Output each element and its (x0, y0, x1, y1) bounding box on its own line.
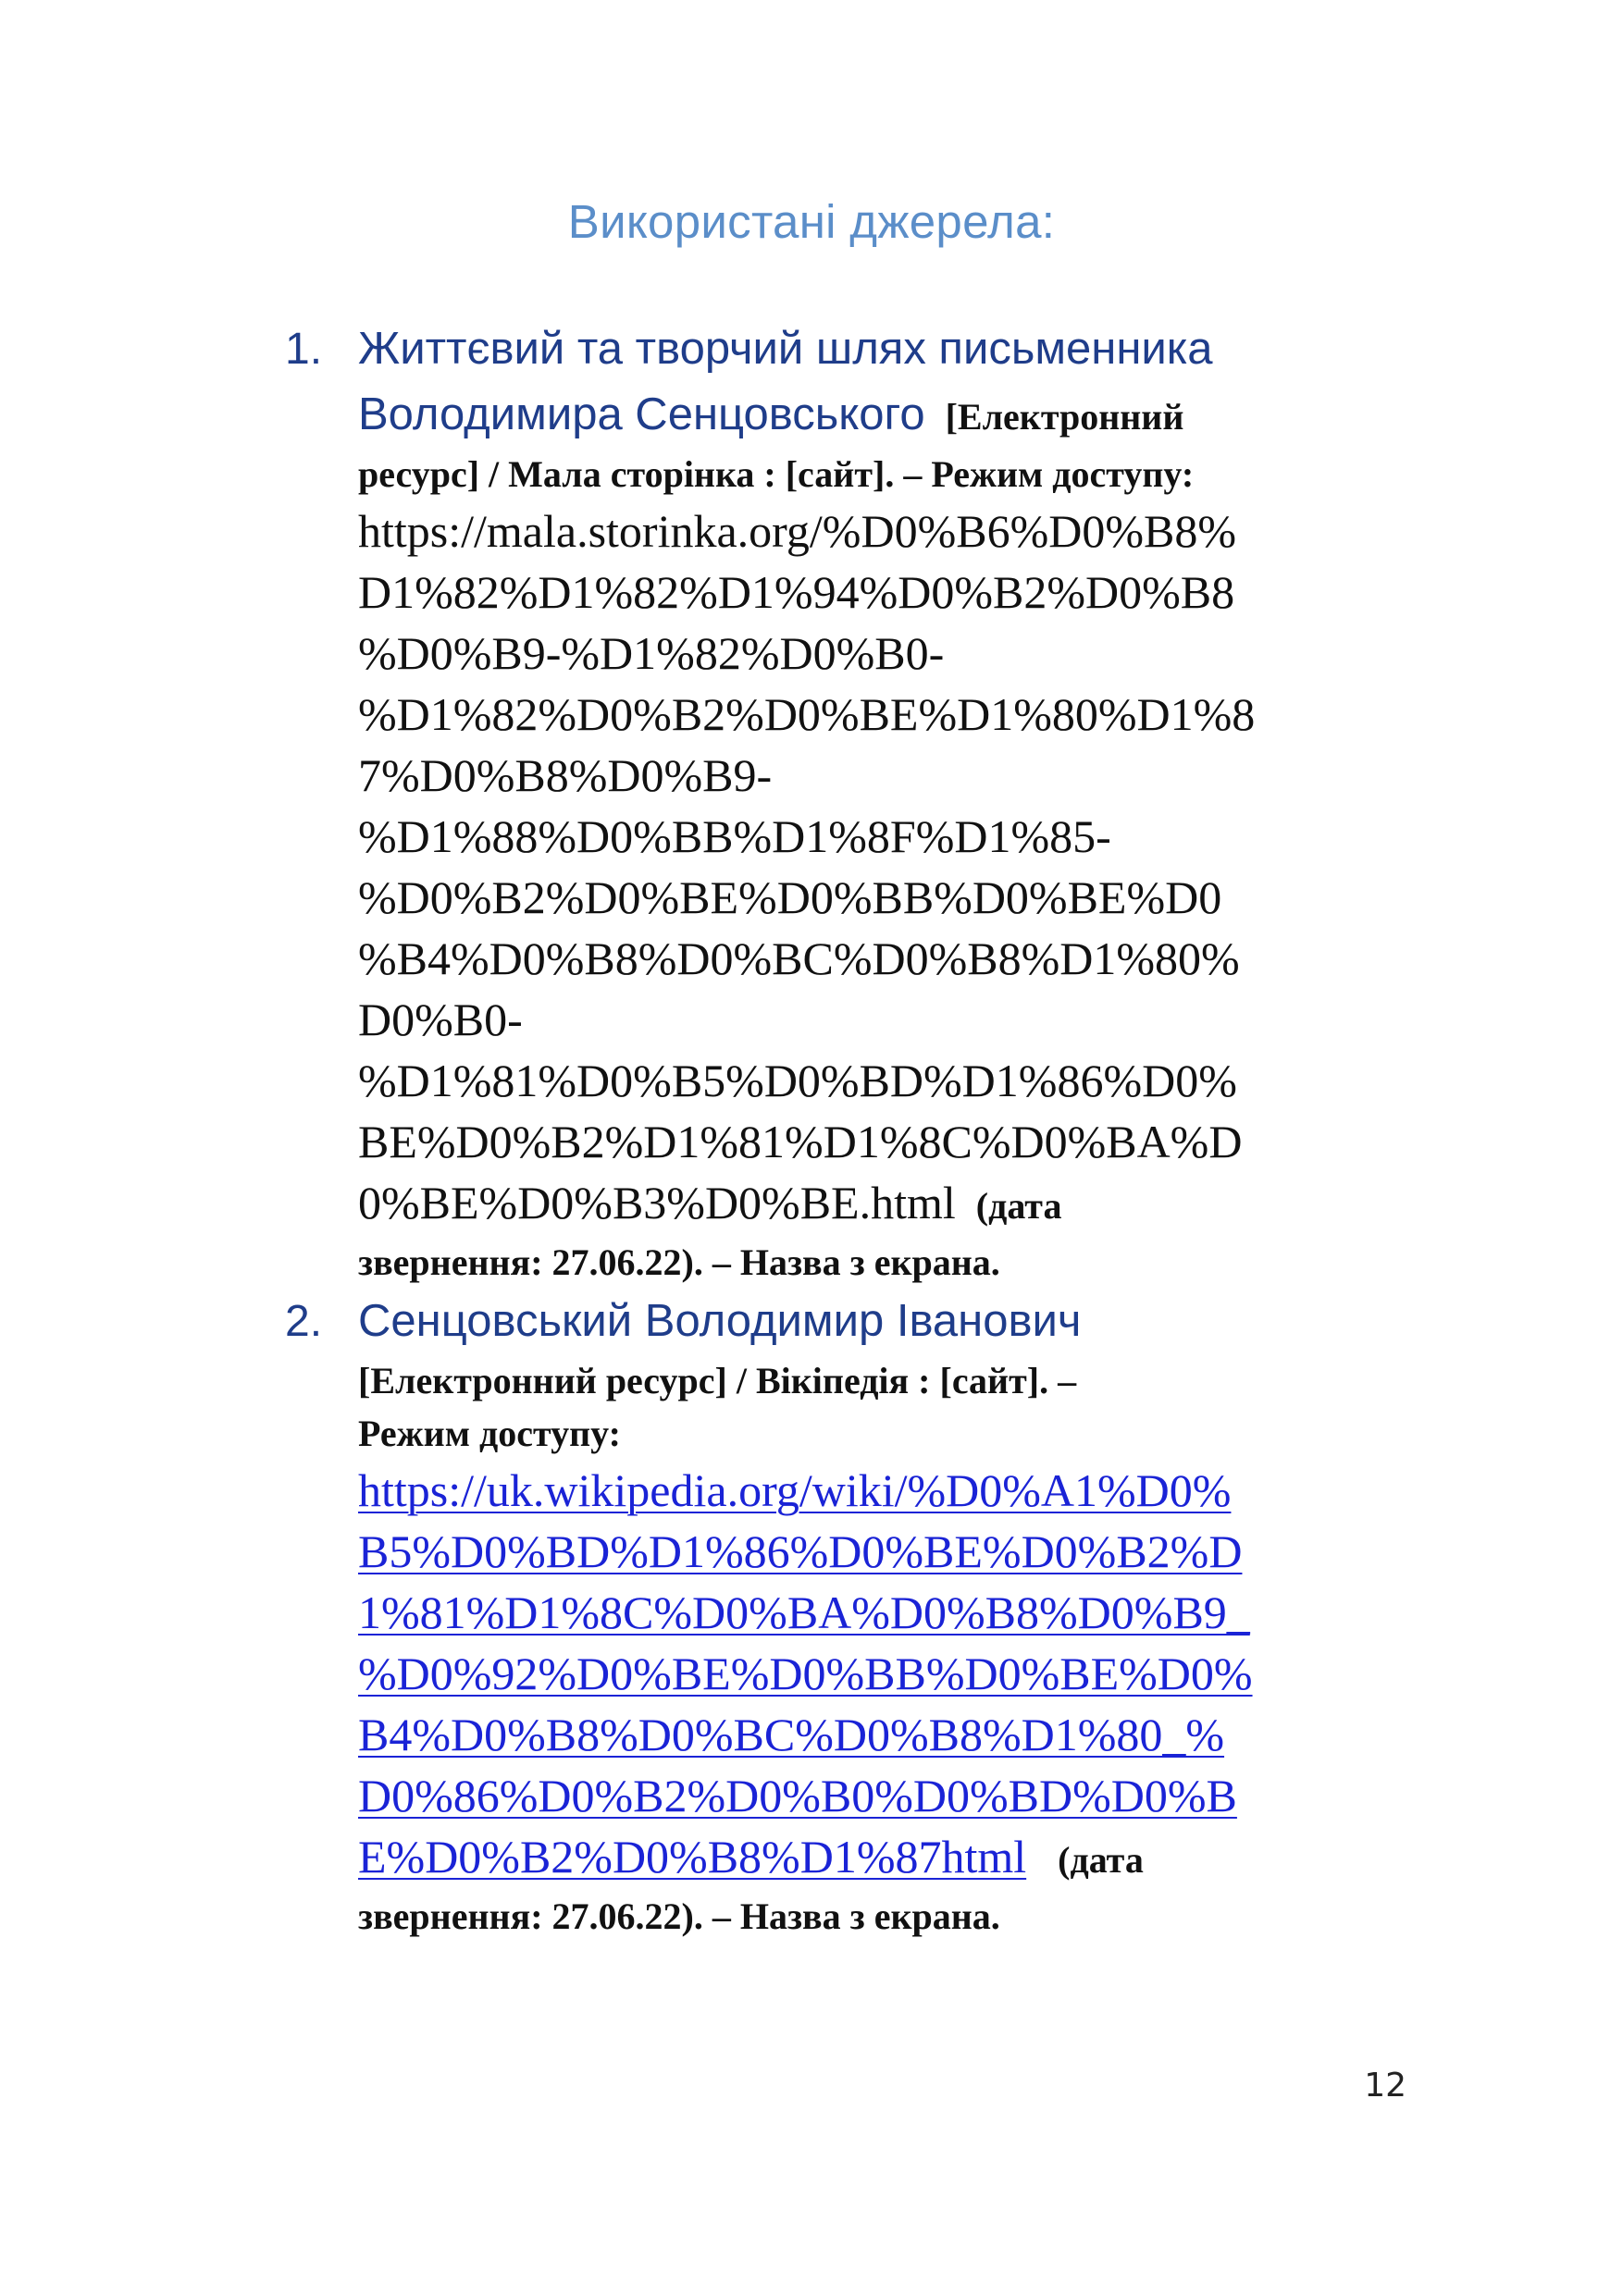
reference-link[interactable]: 1%81%D1%8C%D0%BA%D0%B8%D0%B9_ (358, 1586, 1250, 1638)
reference-number: 1. (285, 325, 323, 374)
reference-url-line: %D1%82%D0%B2%D0%BE%D1%80%D1%8 (358, 688, 1256, 740)
reference-link-line-last[interactable] (358, 1826, 1413, 1891)
reference-title-line: Життєвий та творчий шлях письменника (358, 324, 1213, 374)
reference-link[interactable]: D0%86%D0%B2%D0%B0%D0%BD%D0%B (358, 1770, 1237, 1821)
reference-url-line: %B4%D0%B8%D0%BC%D0%B8%D1%80% (358, 932, 1240, 984)
reference-url-line: %D0%B2%D0%BE%D0%BB%D0%BE%D0 (358, 871, 1222, 923)
reference-link-line[interactable] (358, 1460, 1413, 1521)
page-heading: Використані джерела: (567, 195, 1056, 248)
reference-url-line: D0%B0- (358, 994, 523, 1045)
reference-item-2 (0, 1289, 1623, 1943)
page-number: 12 (1364, 2067, 1406, 2105)
reference-source-line: Режим доступу: (358, 1413, 621, 1454)
access-date-label: (дата (1058, 1839, 1144, 1881)
reference-url-line: %D1%81%D0%B5%D0%BD%D1%86%D0% (358, 1055, 1237, 1106)
reference-url-text: 0%BE%D0%B3%D0%BE.html (358, 1177, 956, 1228)
access-date-line: звернення: 27.06.22). – Назва з екрана. (358, 1895, 1000, 1937)
reference-link-line[interactable] (358, 1521, 1413, 1582)
reference-url-line: %D0%B9-%D1%82%D0%B0- (358, 627, 945, 679)
reference-number: 2. (285, 1297, 323, 1346)
access-date-label: (дата (975, 1185, 1062, 1227)
reference-item-1 (0, 316, 1623, 1289)
reference-link[interactable]: %D0%92%D0%BE%D0%BB%D0%BE%D0% (358, 1648, 1253, 1699)
reference-body (358, 316, 1413, 1289)
reference-link-line[interactable] (358, 1765, 1413, 1826)
reference-link-line[interactable] (358, 1643, 1413, 1704)
reference-url-line: https://mala.storinka.org/%D0%B6%D0%B8% (358, 505, 1236, 557)
reference-url-line: D1%82%D1%82%D1%94%D0%B2%D0%B8 (358, 566, 1235, 618)
reference-link[interactable]: B4%D0%B8%D0%BC%D0%B8%D1%80_% (358, 1709, 1225, 1760)
reference-link-line[interactable] (358, 1704, 1413, 1765)
reference-url-line: BE%D0%B2%D1%81%D1%8C%D0%BA%D (358, 1116, 1243, 1167)
reference-title-line (358, 382, 1413, 448)
reference-url-line: %D1%88%D0%BB%D1%8F%D1%85- (358, 810, 1111, 862)
reference-source-line: ресурс] / Мала сторінка : [сайт]. – Режим доступу: (358, 453, 1195, 495)
reference-source-line: [Електронний ресурс] / Вікіпедія : [сайт]. – (358, 1360, 1077, 1401)
reference-link-line[interactable] (358, 1582, 1413, 1643)
reference-body (358, 1289, 1413, 1943)
reference-url-line-last (358, 1172, 1413, 1237)
reference-link[interactable]: https://uk.wikipedia.org/wiki/%D0%A1%D0% (358, 1464, 1232, 1516)
reference-source-type: [Електронний (945, 396, 1184, 438)
reference-link[interactable]: E%D0%B2%D0%B8%D1%87html (358, 1831, 1027, 1882)
access-date-line: звернення: 27.06.22). – Назва з екрана. (358, 1241, 1000, 1283)
reference-link[interactable]: B5%D0%BD%D1%86%D0%BE%D0%B2%D (358, 1525, 1243, 1577)
reference-title-line: Сенцовський Володимир Іванович (358, 1296, 1082, 1346)
reference-list (0, 316, 1623, 1943)
reference-url-line: 7%D0%B8%D0%B9- (358, 749, 773, 801)
reference-title-text: Володимира Сенцовського (358, 389, 925, 439)
